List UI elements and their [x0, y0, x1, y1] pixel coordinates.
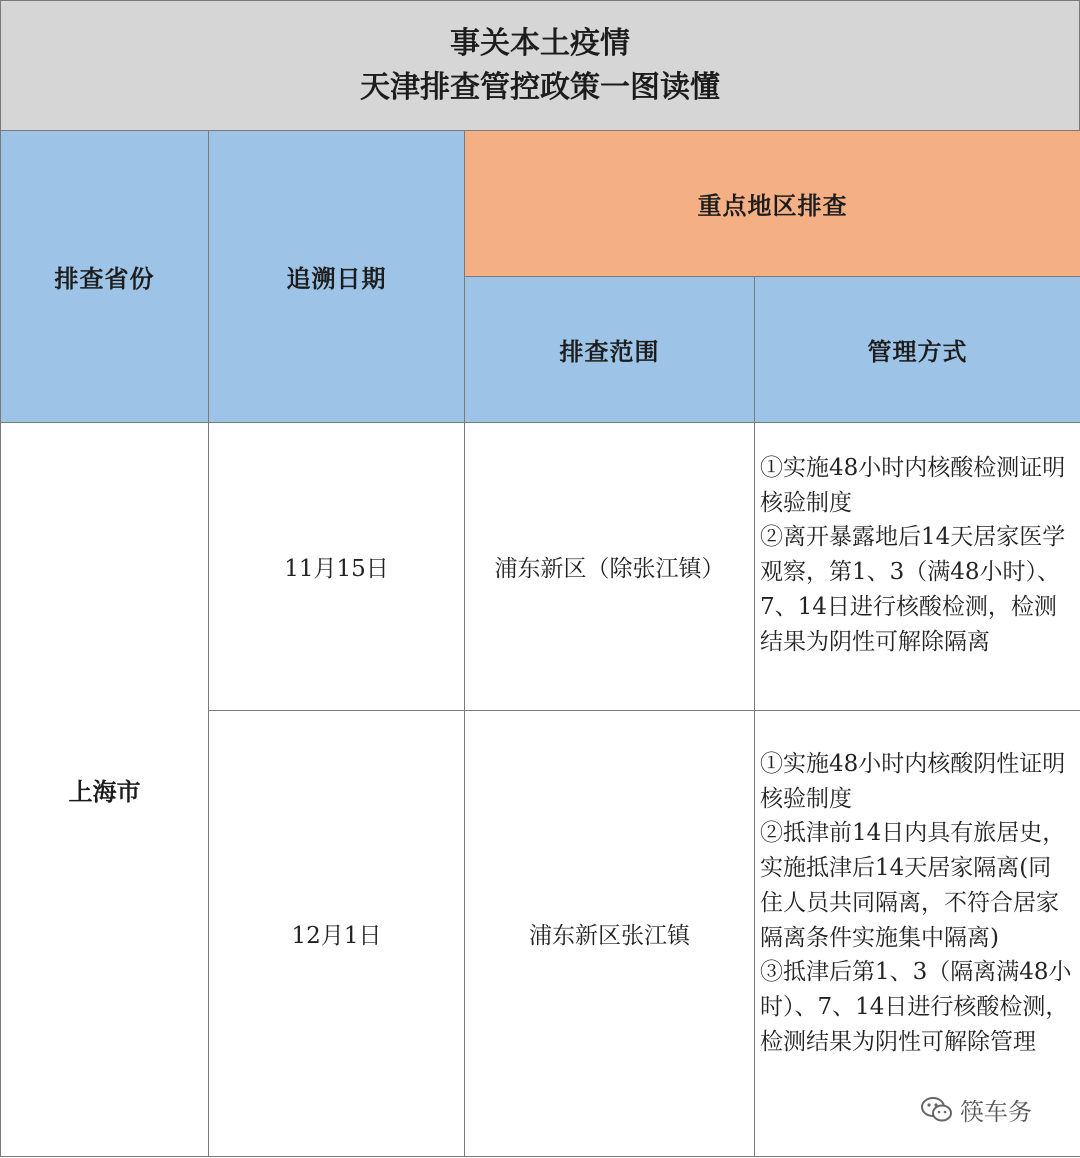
management-item: ①实施48小时内核酸阴性证明核验制度 [760, 751, 1066, 812]
table-row [1, 423, 1080, 711]
scope-cell: 浦东新区（除张江镇） [465, 423, 755, 711]
title-line-1: 事关本土疫情 [450, 25, 630, 61]
province-cell: 上海市 [1, 423, 209, 1157]
management-cell [755, 711, 1080, 1157]
management-item: ①实施48小时内核酸检测证明核验制度 [760, 455, 1066, 516]
header-management: 管理方式 [755, 277, 1080, 423]
header-key-area: 重点地区排查 [465, 131, 1080, 277]
watermark-text: 筷车务 [960, 1098, 1032, 1126]
management-cell [755, 423, 1080, 711]
policy-table [0, 130, 1080, 1157]
title-line-2: 天津排查管控政策一图读懂 [360, 69, 720, 105]
header-scope: 排查范围 [465, 277, 755, 423]
date-cell: 11月15日 [209, 423, 465, 711]
management-item: ②抵津前14日内具有旅居史，实施抵津后14天居家隔离(同住人员共同隔离，不符合居家隔离条件实施集中隔离) [760, 820, 1066, 951]
header-province: 排查省份 [1, 131, 209, 423]
watermark [920, 1092, 1032, 1127]
scope-cell: 浦东新区张江镇 [465, 711, 755, 1157]
date-cell: 12月1日 [209, 711, 465, 1157]
management-item: ②离开暴露地后14天居家医学观察，第1、3（满48小时）、7、14日进行核酸检测，检测结果为阴性可解除隔离 [760, 524, 1066, 655]
title-banner [0, 0, 1080, 131]
wechat-icon [920, 1095, 954, 1125]
management-item: ③抵津后第1、3（隔离满48小时）、7、14日进行核酸检测，检测结果为阴性可解除管理 [760, 959, 1072, 1055]
header-date: 追溯日期 [209, 131, 465, 423]
